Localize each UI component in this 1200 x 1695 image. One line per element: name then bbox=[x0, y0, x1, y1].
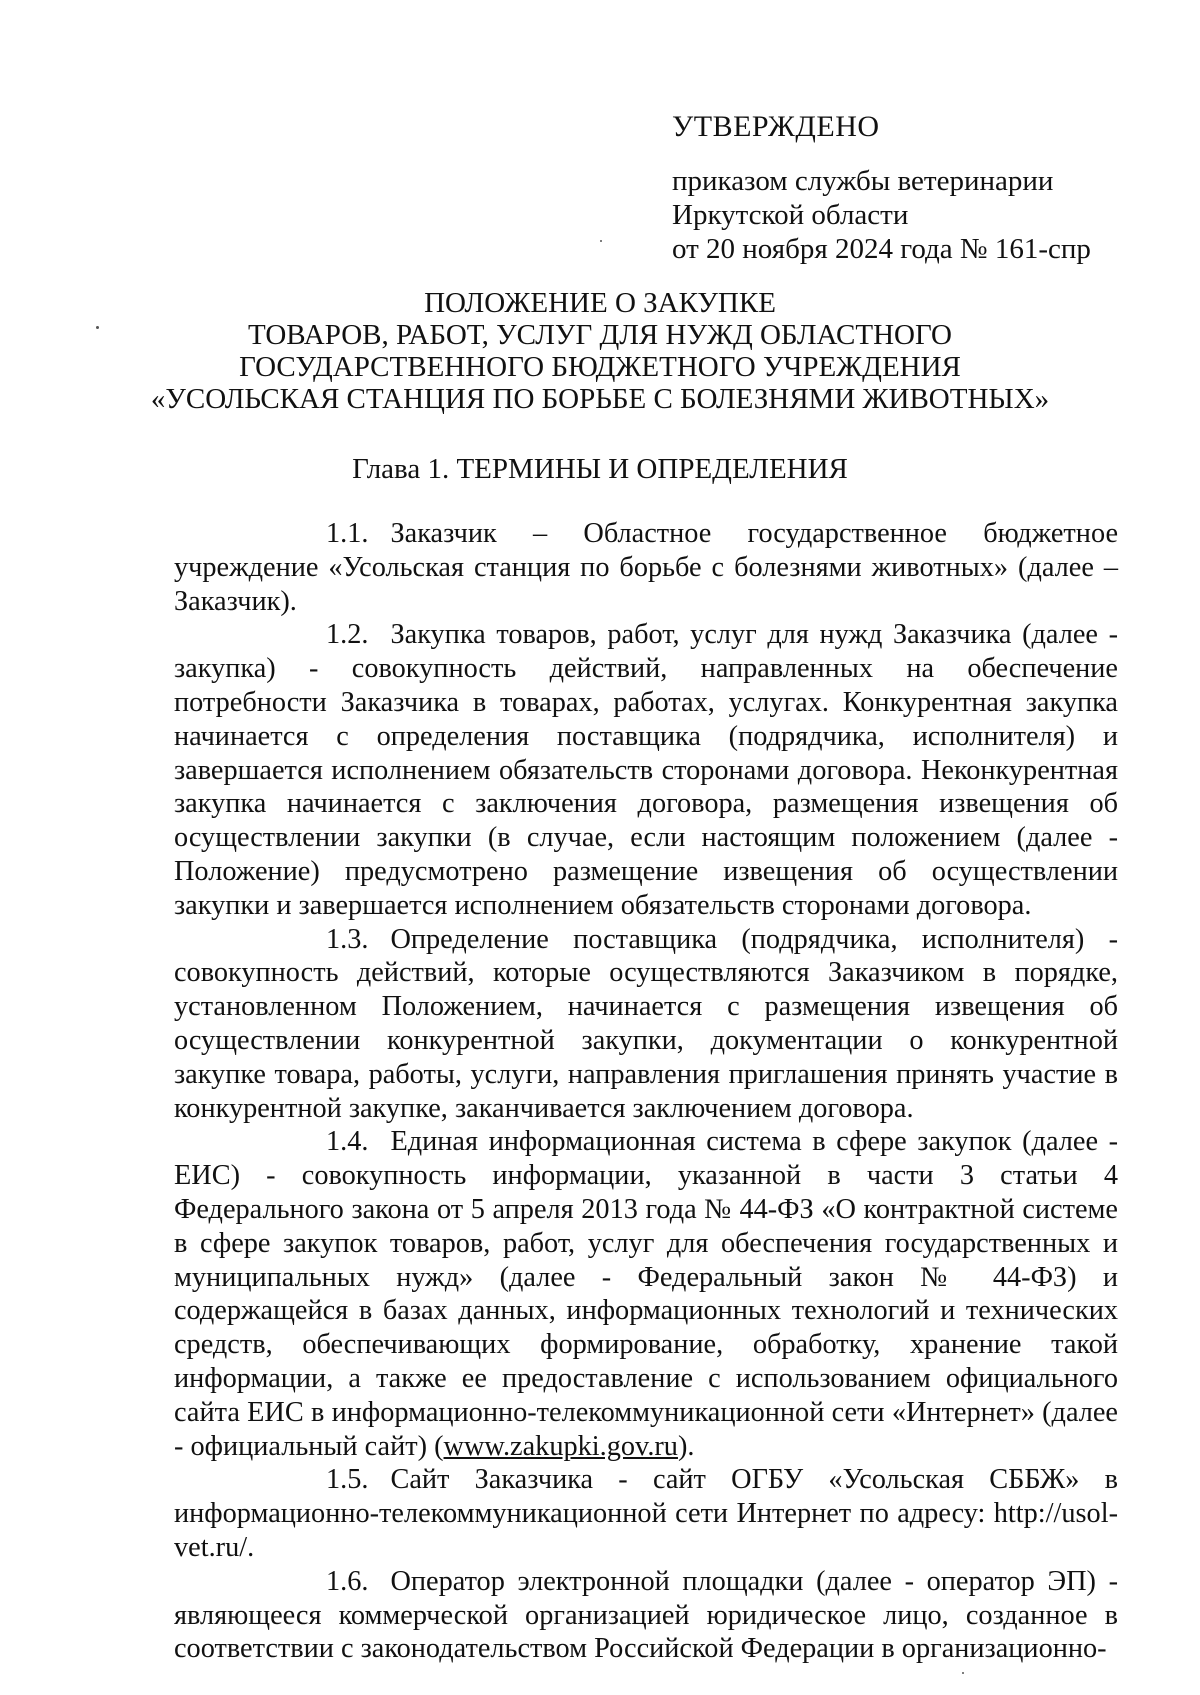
paragraph-number: 1.3. bbox=[326, 923, 369, 955]
paragraph-number: 1.1. bbox=[326, 518, 369, 549]
approval-stamp bbox=[672, 110, 1112, 266]
approval-title: УТВЕРЖДЕНО bbox=[672, 110, 880, 143]
chapter-heading: Глава 1. ТЕРМИНЫ И ОПРЕДЕЛЕНИЯ bbox=[352, 453, 848, 485]
paragraph-1-4 bbox=[174, 1125, 1118, 1463]
paragraph-number: 1.4. bbox=[326, 1126, 369, 1158]
paragraph-1-2 bbox=[174, 618, 1118, 922]
paragraph-number: 1.2. bbox=[326, 619, 369, 651]
paragraph-text: Единая информационная система в сфере закупок (далее - ЕИС) - совокупность информации, указанной в части 3 статьи 4 Федерального закона от 5 апреля 2013 года № 44-ФЗ «О контрактной системе в сфере закупок товаров, работ, услуг для обеспечения государственных и муниципальных нужд» (далее - Федеральный закон № 44-ФЗ) и содержащейся в базах данных, информационных технологий и технических средств, обеспечивающих формирование, обработку, хранение такой информации, а также ее предоставление с использованием официального сайта ЕИС в информационно-телекоммуникационной сети «Интернет» (далее - официальный сайт) ( bbox=[174, 1126, 1118, 1462]
paragraph-text: Закупка товаров, работ, услуг для нужд Заказчика (далее - закупка) - совокупность действий, направленных на обеспечение потребности Заказчика в товарах, работах, услугах. Конкурентная закупка начинается с определения поставщика (подрядчика, исполнителя) и завершается исполнением обязательств сторонами договора. Неконкурентная закупка начинается с заключения договора, размещения извещения об осуществлении закупки (в случае, если настоящим положением (далее - Положение) предусмотрено размещение извещения об осуществлении закупки и завершается исполнением обязательств сторонами договора. bbox=[174, 619, 1118, 921]
scan-speck bbox=[962, 1672, 964, 1674]
paragraph-1-1 bbox=[174, 517, 1118, 618]
scan-speck bbox=[600, 240, 602, 242]
paragraph-1-5 bbox=[174, 1463, 1118, 1564]
paragraph-text: Заказчик – Областное государственное бюджетное учреждение «Усольская станция по борьбе с болезнями животных» (далее – Заказчик). bbox=[174, 518, 1118, 617]
document-title-line: «УСОЛЬСКАЯ СТАНЦИЯ ПО БОРЬБЕ С БОЛЕЗНЯМИ ЖИВОТНЫХ» bbox=[150, 383, 1050, 415]
approval-line-region: Иркутской области bbox=[672, 199, 909, 231]
document-title-line: ПОЛОЖЕНИЕ О ЗАКУПКЕ bbox=[424, 287, 776, 319]
paragraph-number: 1.5. bbox=[326, 1464, 369, 1496]
paragraph-text: Оператор электронной площадки (далее - оператор ЭП) - являющееся коммерческой организацией юридическое лицо, созданное в соответствии с законодательством Российской Федерации в организационно- bbox=[174, 1565, 1118, 1665]
zakupki-link[interactable]: www.zakupki.gov.ru bbox=[443, 1430, 678, 1462]
approval-line-order: приказом службы ветеринарии bbox=[672, 165, 1054, 197]
paragraph-text: Определение поставщика (подрядчика, исполнителя) - совокупность действий, которые осуществляются Заказчиком в порядке, установленном Положением, начинается с размещения извещения об осуществлении конкурентной закупки, документации о конкурентной закупке товара, работы, услуги, направления приглашения принять участие в конкурентной закупке, заканчивается заключением договора. bbox=[174, 923, 1118, 1124]
paragraph-1-3 bbox=[174, 923, 1118, 1126]
document-title-line: ТОВАРОВ, РАБОТ, УСЛУГ ДЛЯ НУЖД ОБЛАСТНОГО bbox=[248, 319, 952, 351]
paragraph-number: 1.6. bbox=[326, 1565, 369, 1597]
document-body bbox=[174, 517, 1118, 1666]
approval-line-date: от 20 ноября 2024 года № 161-спр bbox=[672, 233, 1091, 265]
paragraph-1-6 bbox=[174, 1565, 1118, 1666]
paragraph-text-tail: ). bbox=[677, 1430, 695, 1462]
document-title bbox=[140, 287, 1060, 415]
paragraph-text: Сайт Заказчика - сайт ОГБУ «Усольская СББЖ» в информационно-телекоммуникационной сети Интернет по адресу: http://usol-vet.ru/. bbox=[174, 1464, 1118, 1563]
document-title-line: ГОСУДАРСТВЕННОГО БЮДЖЕТНОГО УЧРЕЖДЕНИЯ bbox=[239, 351, 961, 383]
scan-speck bbox=[96, 326, 99, 329]
